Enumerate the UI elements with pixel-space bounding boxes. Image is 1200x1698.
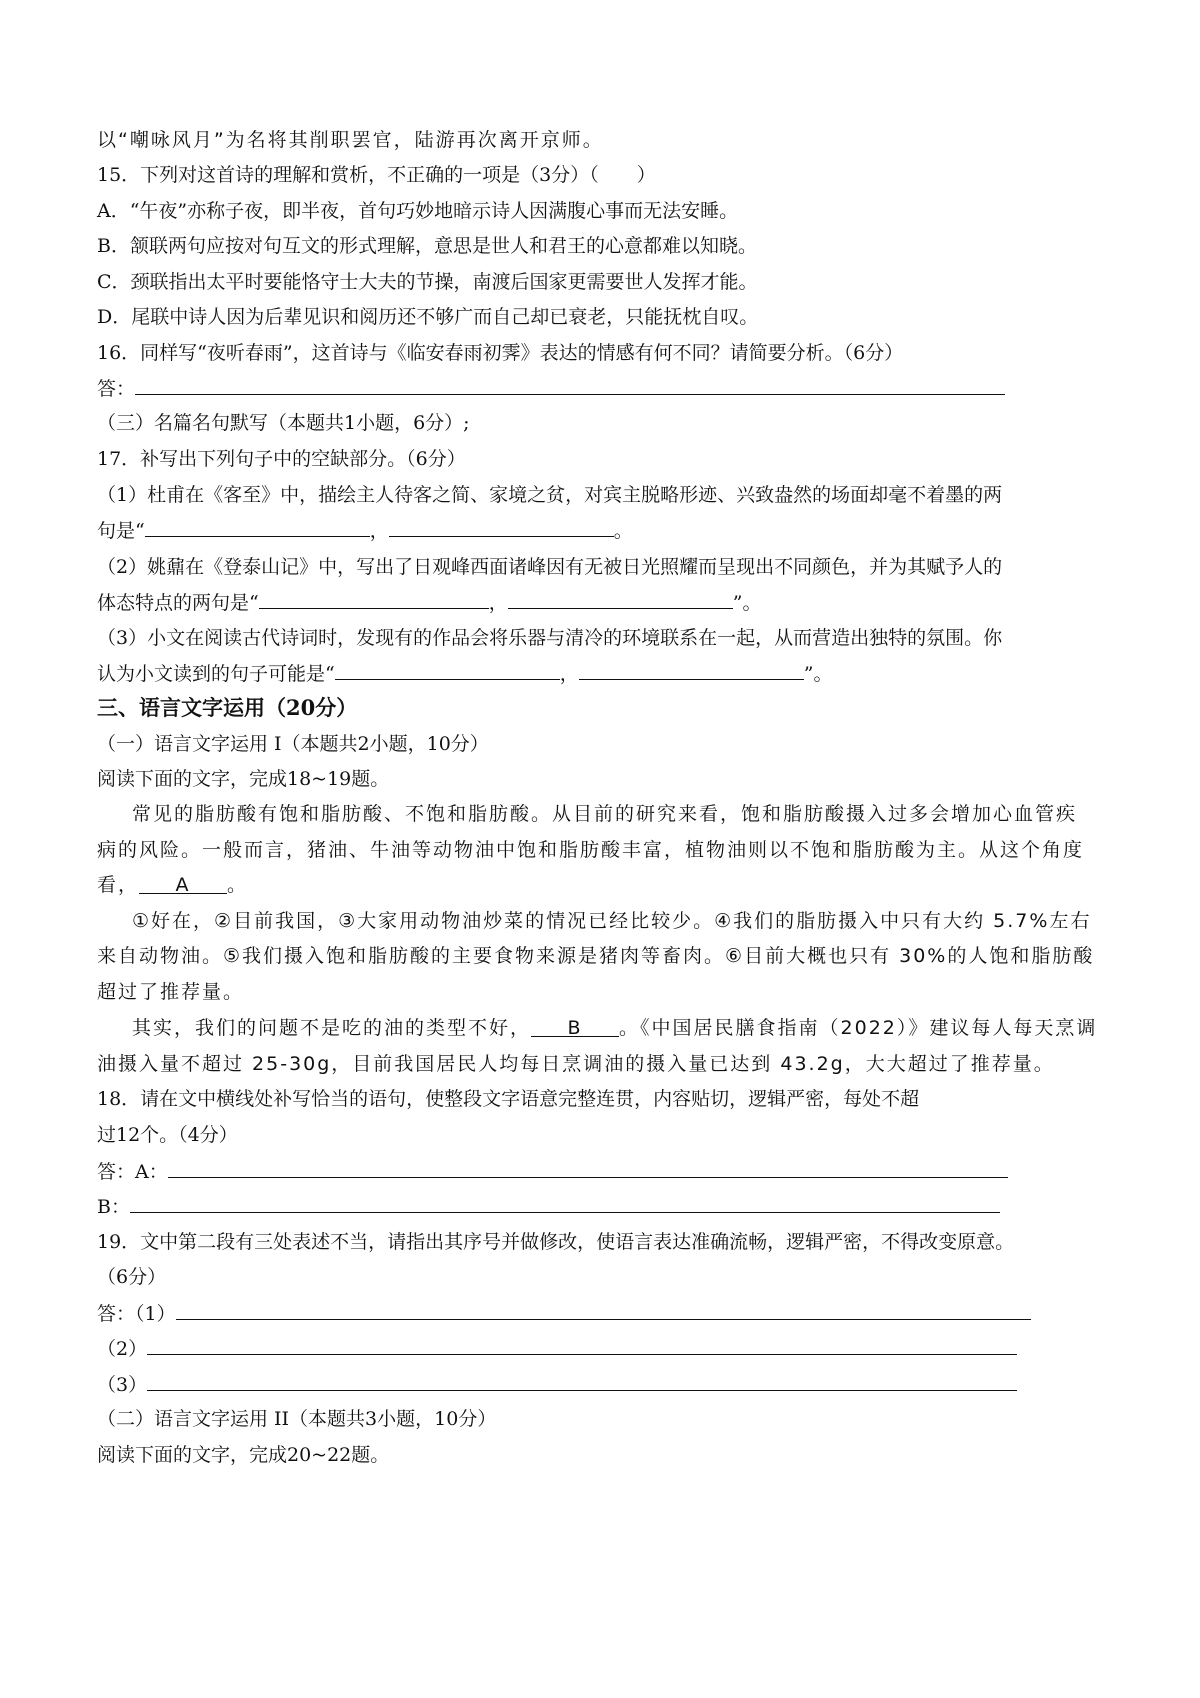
option-a (97, 199, 1120, 223)
question-text: 19．文中第二段有三处表述不当，请指出其序号并做修改，使语言表达准确流畅，逻辑严密，不得改变原意。 (97, 1231, 1015, 1253)
answer-label: 答：（1） (97, 1303, 176, 1325)
blank-b[interactable] (531, 1016, 619, 1037)
passage-text: 。 (227, 874, 249, 896)
question-17-3 (97, 626, 1120, 650)
passage-text: ①好在，②目前我国，③大家用动物油炒菜的情况已经比较少。④我们的脂肪摄入中只有大约 5.7%左右 (132, 910, 1092, 932)
option-text: D．尾联中诗人因为后辈见识和阅历还不够广而自己却已衰老，只能抚枕自叹。 (97, 306, 759, 328)
answer-line[interactable] (147, 1372, 1017, 1391)
passage-text: 油摄入量不超过 25-30g，目前我国居民人均每日烹调油的摄入量已达到 43.2g，大大超过了推荐量。 (97, 1053, 1055, 1075)
instruction-text: 阅读下面的文字，完成20~22题。 (97, 1444, 390, 1466)
answer-line[interactable] (135, 376, 1005, 395)
answer-label: 答： (97, 378, 136, 400)
question-text: （6分） (97, 1266, 167, 1288)
passage-text: 看， (97, 874, 140, 896)
section-title: 三、语言文字运用（20分） (97, 695, 358, 720)
question-text: （3）小文在阅读古代诗词时，发现有的作品会将乐器与清冷的环境联系在一起，从而营造出独特的氛围。你 (97, 627, 1003, 649)
passage-text: 病的风险。一般而言，猪油、牛油等动物油中饱和脂肪酸丰富，植物油则以不饱和脂肪酸为主。从这个角度 (97, 839, 1085, 861)
subsection-heading (97, 732, 1120, 756)
question-text: 16．同样写“夜听春雨”，这首诗与《临安春雨初霁》表达的情感有何不同？请简要分析。（6分） (97, 342, 904, 364)
part-three-heading (97, 696, 1120, 720)
answer-19-1 (97, 1301, 1120, 1326)
answer-label: （3） (97, 1374, 148, 1396)
option-text: C．颈联指出太平时要能恪守士大夫的节操，南渡后国家更需要世人发挥才能。 (97, 271, 758, 293)
answer-line[interactable] (176, 1301, 1031, 1320)
passage-text: 常见的脂肪酸有饱和脂肪酸、不饱和脂肪酸。从目前的研究来看，饱和脂肪酸摄入过多会增加心血管疾 (132, 803, 1078, 825)
question-18 (97, 1087, 1120, 1111)
option-b (97, 234, 1120, 258)
text-fragment: 体态特点的两句是“ (97, 592, 259, 614)
reading-instruction (97, 1443, 1120, 1467)
question-text: 17．补写出下列句子中的空缺部分。（6分） (97, 448, 466, 470)
option-text: B．颔联两句应按对句互文的形式理解，意思是世人和君王的心意都难以知晓。 (97, 235, 757, 257)
question-text: （2）姚鼐在《登泰山记》中，写出了日观峰西面诸峰因有无被日光照耀而呈现出不同颜色，并为其赋予人的 (97, 556, 1003, 578)
text-fragment: ”。 (803, 663, 833, 685)
text-fragment: 句是“ (97, 520, 145, 542)
fill-blank-2[interactable] (579, 661, 804, 680)
passage-line (97, 944, 1120, 968)
text-line (97, 128, 1120, 152)
subsection-title: （二）语言文字运用 II（本题共3小题，10分） (97, 1408, 497, 1430)
text-fragment: 认为小文读到的句子可能是“ (97, 663, 335, 685)
question-16 (97, 341, 1120, 365)
text-fragment: 。 (613, 520, 633, 542)
question-17-1-blanks (97, 518, 1120, 543)
reading-instruction (97, 767, 1120, 791)
text-fragment: ”。 (732, 592, 762, 614)
passage-paragraph-2 (132, 909, 1120, 933)
instruction-text: 阅读下面的文字，完成18~19题。 (97, 768, 390, 790)
fill-blank-2[interactable] (389, 518, 614, 537)
passage-text: 。《中国居民膳食指南（2022）》建议每人每天烹调 (619, 1017, 1098, 1039)
question-19 (97, 1230, 1120, 1254)
blank-a[interactable] (139, 873, 227, 894)
question-15 (97, 163, 1120, 187)
blank-marker: B (567, 1017, 583, 1039)
subsection-title: （三）名篇名句默写（本题共1小题，6分）; (97, 412, 470, 434)
text-fragment: ， (559, 663, 579, 685)
subsection-title: （一）语言文字运用 I（本题共2小题，10分） (97, 733, 489, 755)
question-text: 过12个。（4分） (97, 1124, 238, 1146)
passage-line (97, 1052, 1120, 1076)
subsection-heading (97, 1407, 1120, 1431)
question-text: 18．请在文中横线处补写恰当的语句，使整段文字语意完整连贯，内容贴切，逻辑严密，每处不超 (97, 1088, 920, 1110)
passage-text: 来自动物油。⑤我们摄入饱和脂肪酸的主要食物来源是猪肉等畜肉。⑥目前大概也只有 30%的人饱和脂肪酸 (97, 945, 1095, 967)
answer-line[interactable] (147, 1336, 1017, 1355)
answer-19-3 (97, 1372, 1120, 1397)
question-text: （1）杜甫在《客至》中，描绘主人待客之简、家境之贫，对宾主脱略形迹、兴致盎然的场面却毫不着墨的两 (97, 484, 1003, 506)
answer-label: （2） (97, 1338, 148, 1360)
question-17-3-blanks (97, 661, 1120, 686)
option-c (97, 270, 1120, 294)
passage-text: 其实，我们的问题不是吃的油的类型不好， (132, 1017, 532, 1039)
question-17 (97, 447, 1120, 471)
question-18-cont (97, 1123, 1120, 1147)
blank-marker: A (175, 874, 191, 896)
section-heading (97, 411, 1120, 435)
question-19-cont (97, 1265, 1120, 1289)
passage-line (97, 873, 1120, 897)
answer-label: B： (97, 1196, 130, 1218)
answer-label: 答：A： (97, 1161, 168, 1183)
question-17-1 (97, 483, 1120, 507)
answer-line[interactable] (130, 1194, 1000, 1213)
answer-19-2 (97, 1336, 1120, 1361)
passage-paragraph-3 (132, 1016, 1120, 1040)
fill-blank-1[interactable] (259, 590, 489, 609)
answer-16 (97, 376, 1120, 401)
passage-text: 超过了推荐量。 (97, 981, 245, 1003)
answer-line[interactable] (168, 1159, 1008, 1178)
answer-18-b (97, 1194, 1120, 1219)
passage-line (97, 980, 1120, 1004)
passage-paragraph-1 (132, 802, 1120, 826)
text-fragment: ， (369, 520, 389, 542)
question-text: 15．下列对这首诗的理解和赏析，不正确的一项是（3分）（ ） (97, 164, 656, 186)
answer-18-a (97, 1159, 1120, 1184)
text-fragment: ， (488, 592, 508, 614)
continuation-text: 以“嘲咏风月”为名将其削职罢官，陆游再次离开京师。 (97, 129, 604, 151)
question-17-2 (97, 555, 1120, 579)
fill-blank-1[interactable] (335, 661, 560, 680)
fill-blank-1[interactable] (145, 518, 370, 537)
fill-blank-2[interactable] (508, 590, 733, 609)
option-d (97, 305, 1120, 329)
option-text: A．“午夜”亦称子夜，即半夜，首句巧妙地暗示诗人因满腹心事而无法安睡。 (97, 200, 739, 222)
question-17-2-blanks (97, 590, 1120, 615)
passage-line (97, 838, 1120, 862)
